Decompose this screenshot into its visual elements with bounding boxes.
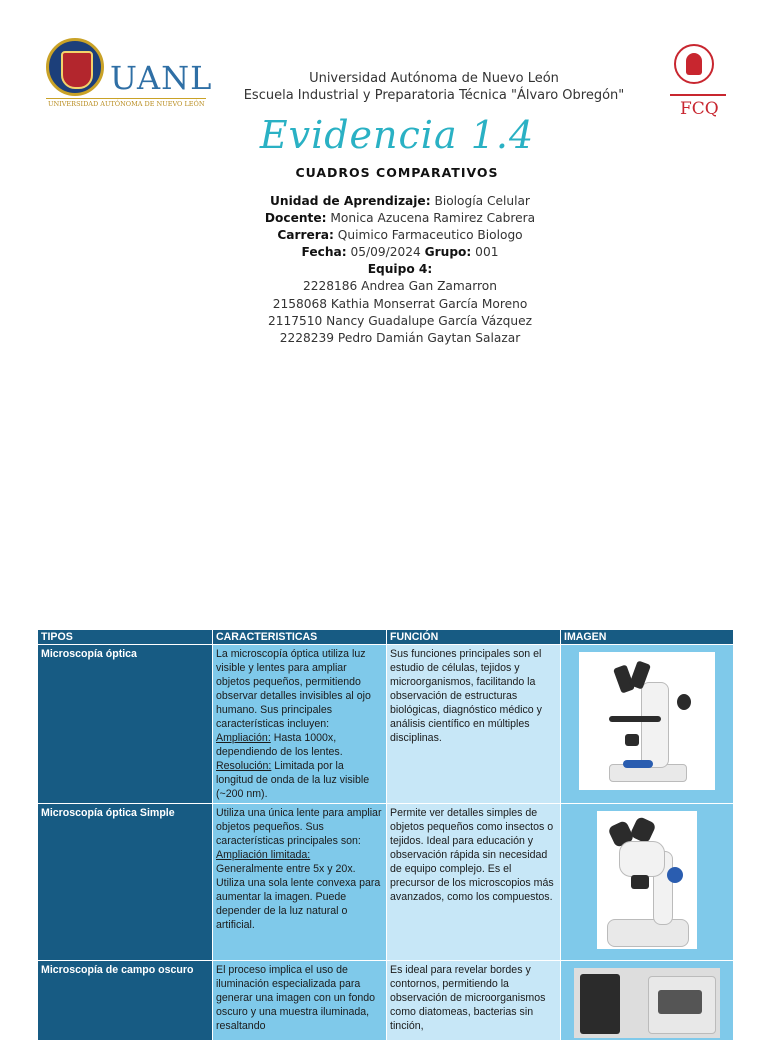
school-line: Escuela Industrial y Preparatoria Técnica "Álvaro Obregón" [243,88,625,103]
row-image [561,804,734,961]
university-line: Universidad Autónoma de Nuevo León [309,71,559,86]
darkfield-microscope-image [574,968,720,1038]
compound-microscope-image [579,652,715,790]
table-row [38,645,734,804]
info-block [0,193,768,347]
row-type: Microscopía óptica Simple [38,804,213,961]
institution-header [0,70,768,104]
info-unidad: Unidad de Aprendizaje: Biología Celular [270,194,530,208]
info-carrera: Carrera: Quimico Farmaceutico Biologo [277,228,523,243]
comparison-table [37,629,734,1041]
row-function: Permite ver detalles simples de objetos pequeños como insectos o tejidos. Ideal para educación y observación rápida sin necesidad de equipo complejo. Es el precursor de los microscopios más avanzados, como los compuestos. [387,804,561,961]
row-function: Es ideal para revelar bordes y contornos, permitiendo la observación de microorganismos como diatomeas, bacterias sin tinción, [387,961,561,1041]
team-member: 2158068 Kathia Monserrat García Moreno [272,296,528,311]
row-function: Sus funciones principales son el estudio de células, tejidos y microorganismos, facilitando la observación de estructuras biológicas, diagnóstico médico y análisis científico en múltiples disciplinas. [387,645,561,804]
info-docente: Docente: Monica Azucena Ramirez Cabrera [264,211,536,226]
info-fecha-grupo: Fecha: 05/09/2024 Grupo: 001 [301,245,499,260]
team-member: 2228186 Andrea Gan Zamarron [303,279,497,294]
uanl-logo-subtext: UNIVERSIDAD AUTÓNOMA DE NUEVO LEÓN [48,100,205,108]
header-tipos: TIPOS [38,630,213,645]
team-member: 2228239 Pedro Damián Gaytan Salazar [279,330,521,345]
page-subtitle: CUADROS COMPARATIVOS [295,165,499,180]
table-row [38,961,734,1041]
header-imagen: IMAGEN [561,630,734,645]
row-characteristics: El proceso implica el uso de iluminación especializada para generar una imagen con un fondo oscuro y una muestra iluminada, resaltando [213,961,387,1041]
table-header-row [38,630,734,645]
row-image [561,645,734,804]
info-equipo: Equipo 4: [367,262,433,277]
page-title: Evidencia 1.4 [259,113,535,157]
row-image [561,961,734,1041]
row-type: Microscopía óptica [38,645,213,804]
uanl-logo-text: UANL [110,59,213,97]
team-member: 2117510 Nancy Guadalupe García Vázquez [267,313,532,328]
row-type: Microscopía de campo oscuro [38,961,213,1041]
header-caracteristicas: CARACTERISTICAS [213,630,387,645]
fcq-logo-text: FCQ [680,99,719,119]
row-characteristics: La microscopía óptica utiliza luz visible y lentes para ampliar objetos pequeños, permitiendo observar detalles invisibles al ojo humano. Sus principales características incluyen: Ampliación: Hasta 1000x, dependiendo de los lentes. Resolución: Limitada por la longitud de onda de la luz visible (~200 nm). [213,645,387,804]
table-row [38,804,734,961]
row-characteristics: Utiliza una única lente para ampliar objetos pequeños. Sus características principales son: Ampliación limitada: Generalmente entre 5x y 20x. Utiliza una sola lente convexa para aumentar la imagen. Puede depender de la luz natural o artificial. [213,804,387,961]
header-funcion: FUNCIÓN [387,630,561,645]
stereo-microscope-image [597,811,697,949]
